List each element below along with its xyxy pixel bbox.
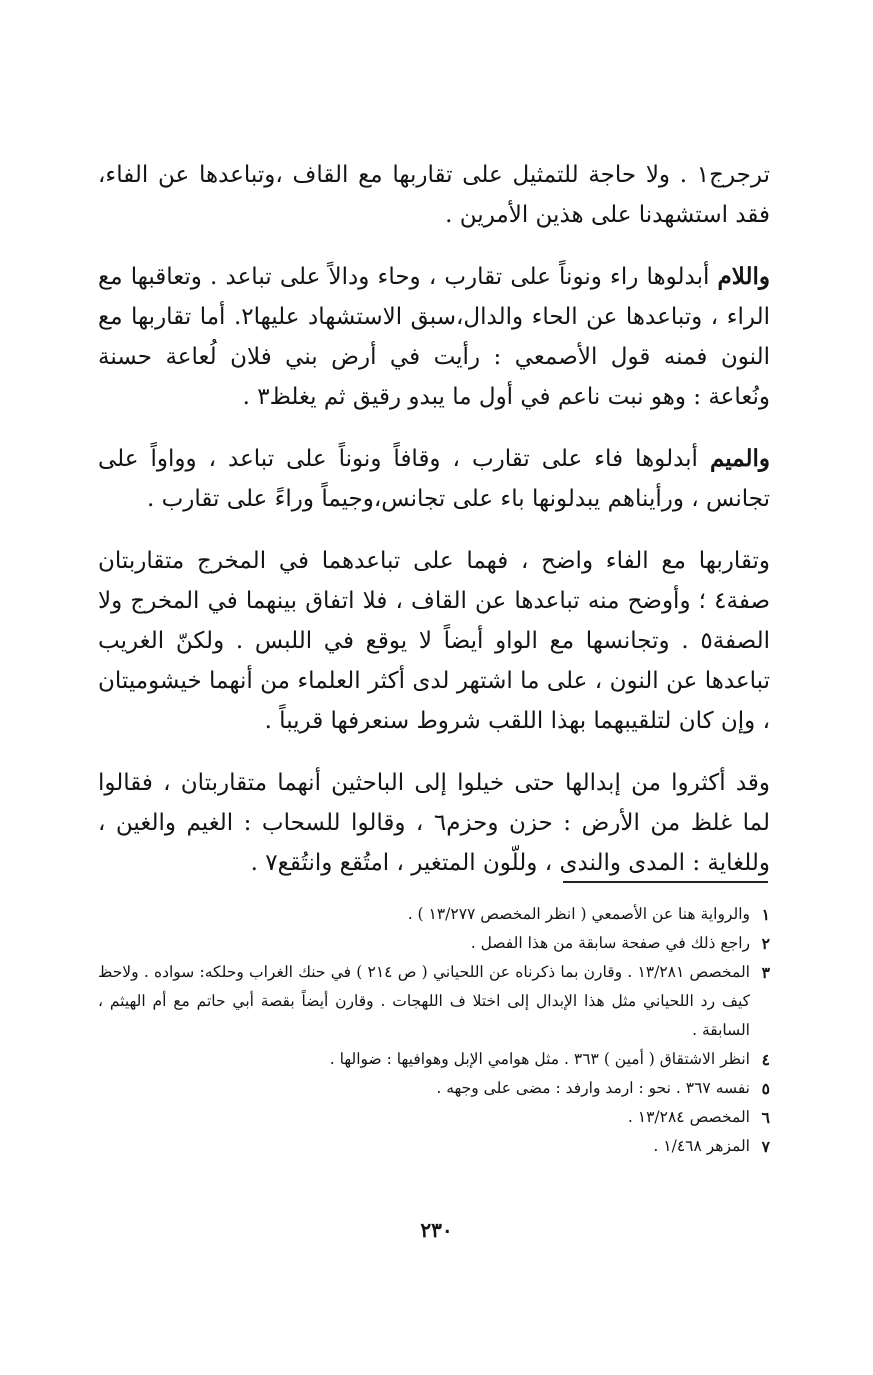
footnote-5: ٥ نفسه ٣٦٧ . نحو : ارمد وارفد : مضى على وجهه . — [436, 1079, 770, 1098]
footnote-4: ٤ انظر الاشتقاق ( أمين ) ٣٦٣ . مثل هوامي الإبل وهوافيها : ضوالها . — [329, 1050, 770, 1069]
footnote-2: ٢ راجع ذلك في صفحة سابقة من هذا الفصل . — [470, 934, 770, 953]
paragraph-3: والميم أبدلوها فاء على تقارب ، وقافاً ونوناً على تباعد ، وواواً على تجانس ، ورأيناهم يبدلونها باء على تجانس،وجيماً وراءً على تقارب . — [98, 445, 770, 512]
footnote-3: ٣ المخصص ١٣/٢٨١ . وقارن بما ذكرناه عن اللحياني ( ص ٢١٤ ) في حنك الغراب وحلكه: سواده . ولاحظ كيف رد اللحياني مثل هذا الإبدال إلى اختلا ف اللهجات . وقارن أيضاً بقصة أبي حاتم مع أم الهيثم ، السابقة . — [98, 963, 770, 1039]
main-text — [98, 155, 770, 905]
paragraph-5: وقد أكثروا من إبدالها حتى خيلوا إلى الباحثين أنهما متقاربتان ، فقالوا لما غلظ من الأرض : حزن وحزم٦ ، وقالوا للسحاب : الغيم والغين ، وللغاية : المدى والندى ، وللّون المتغير ، امتُقع وانتُقع٧ . — [98, 770, 770, 876]
footnotes — [98, 900, 770, 1161]
paragraph-2: واللام أبدلوها راء ونوناً على تقارب ، وحاء ودالاً على تباعد . وتعاقبها مع الراء ، وتباعدها عن الحاء والدال،سبق الاستشهاد عليها٢. أما تقاربها مع النون فمنه قول الأصمعي : رأيت في أرض بني فلان لُعاعة حسنة ونُعاعة : وهو نبت ناعم في أول ما يبدو رقيق ثم يغلظ٣ . — [98, 263, 771, 410]
footnote-6: ٦ المخصص ١٣/٢٨٤ . — [627, 1108, 770, 1127]
footnote-7: ٧ المزهر ١/٤٦٨ . — [653, 1137, 770, 1156]
footnote-1: ١ والرواية هنا عن الأصمعي ( انظر المخصص ١٣/٢٧٧ ) . — [407, 905, 770, 924]
paragraph-1: ترجرج١ . ولا حاجة للتمثيل على تقاربها مع القاف ،وتباعدها عن الفاء، فقد استشهدنا على هذين الأمرين . — [98, 162, 770, 228]
page-number: ٢٣٠ — [420, 1218, 453, 1242]
footnote-divider — [563, 881, 768, 883]
paragraph-4: وتقاربها مع الفاء واضح ، فهما على تباعدهما في المخرج متقاربتان صفة٤ ؛ وأوضح منه تباعدها عن القاف ، فلا اتفاق بينهما في المخرج ولا الصفة٥ . وتجانسها مع الواو أيضاً لا يوقع في اللبس . ولكنّ الغريب تباعدها عن النون ، على ما اشتهر لدى أكثر العلماء من أنهما خيشوميتان ، وإن كان لتلقيبهما بهذا اللقب شروط سنعرفها قريباً . — [98, 548, 770, 734]
